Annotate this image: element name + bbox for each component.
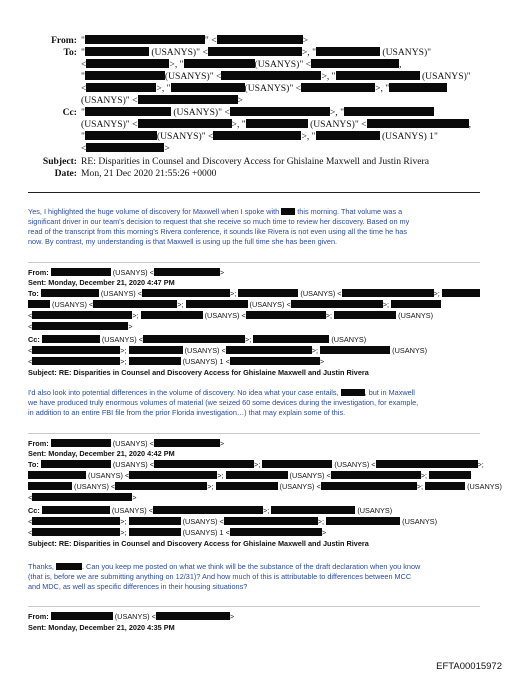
- redaction: [28, 471, 86, 479]
- msg2-body-line-2: we have produced truly enormous volumes of material (we seized 60 some devices during the investigation, for example,: [28, 398, 419, 407]
- header-to-row-5: (USANYS)" < >: [81, 95, 243, 106]
- redaction: [129, 528, 181, 536]
- redaction: [86, 83, 156, 92]
- redaction: [153, 506, 263, 514]
- redaction: [344, 107, 434, 116]
- redaction: [221, 71, 321, 80]
- redaction: [32, 528, 120, 536]
- msg2-to-row-4: < >: [28, 322, 133, 331]
- redaction: [311, 59, 399, 68]
- header-date-row: [0, 168, 512, 180]
- reply1-line-3: read of the transcript from this morning's Rivera conference, it sounds like Rivera is not even using all the time he has: [28, 227, 407, 236]
- msg3-cc-row-3: < >; (USANYS) 1 < >: [28, 528, 327, 537]
- msg2-cc-row-1: Cc: (USANYS) < >; (USANYS): [28, 335, 367, 344]
- redaction: [367, 119, 469, 128]
- redaction: [425, 482, 465, 490]
- message-divider: [28, 433, 480, 434]
- redaction: [85, 107, 171, 116]
- redaction: [226, 471, 288, 479]
- redaction: [341, 389, 365, 396]
- date-text: Mon, 21 Dec 2020 21:55:26 +0000: [81, 168, 217, 179]
- msg4-from-row: From: (USANYS) < >: [28, 612, 235, 621]
- header-subject-row: [0, 156, 512, 168]
- message-divider: [28, 262, 480, 263]
- header-from-row: From: " " < >: [0, 35, 512, 47]
- redaction: [230, 357, 320, 365]
- msg3-body-line-1: Thanks, . Can you keep me posted on what we think will be the substance of the draft declaration when you know: [28, 562, 421, 571]
- redaction: [217, 35, 303, 44]
- redaction: [129, 346, 183, 354]
- redaction: [316, 47, 380, 56]
- redaction: [262, 460, 332, 468]
- redaction: [226, 346, 312, 354]
- header-cc-row-4: < >: [81, 143, 170, 154]
- redaction: [334, 311, 396, 319]
- msg2-cc-row-2: < >; (USANYS) < >; (USANYS): [28, 346, 428, 355]
- message-divider: [28, 606, 480, 607]
- redaction: [32, 357, 120, 365]
- redaction: [320, 346, 390, 354]
- redaction: [171, 83, 245, 92]
- reply1-line-2: significant driver in our team's decision to request that she receive so much time to review her discovery. Based on my: [28, 217, 410, 226]
- redaction: [208, 47, 302, 56]
- msg3-from-row: From: (USANYS) < >: [28, 439, 225, 448]
- redaction: [154, 268, 220, 276]
- redaction: [93, 300, 177, 308]
- msg3-body-line-3: and MDC, as well as specific differences in their housing situations?: [28, 582, 248, 591]
- msg2-from-row: From: (USANYS) < >: [28, 268, 225, 277]
- redaction: [85, 35, 205, 44]
- header-to-row-4: < >, " (USANYS)" < >, ": [0, 83, 512, 95]
- redaction: [41, 289, 99, 297]
- redaction: [429, 471, 471, 479]
- msg3-body-line-2: (that is, before we are submitting anything on 12/31)? And how much of this is attributable to differences between MCC: [28, 572, 412, 581]
- msg2-cc-row-3: < >; (USANYS) 1 < >: [28, 357, 325, 366]
- msg2-subject-row: Subject: RE: Disparities in Counsel and Discovery Access for Ghislaine Maxwell and Justin Rivera: [28, 368, 369, 377]
- header-to-row-3: " (USANYS)" < >, " (USANYS)": [81, 71, 471, 82]
- redaction: [246, 311, 326, 319]
- redaction: [301, 83, 375, 92]
- msg3-to-row-2: (USANYS) < >; (USANYS) < >;: [28, 471, 471, 481]
- redaction: [129, 517, 181, 525]
- header-cc-row-1: Cc: " (USANYS)" < >, ": [0, 107, 512, 119]
- msg2-sent-row: Sent: Monday, December 21, 2020 4:47 PM: [28, 278, 175, 287]
- redaction: [336, 71, 420, 80]
- msg2-body-line-1: I'd also look into potential differences in the volume of discovery. No idea what your case entails, , but in Maxwell: [28, 388, 415, 397]
- redaction: [271, 506, 355, 514]
- redaction: [321, 482, 417, 490]
- redaction: [32, 322, 128, 330]
- redaction: [213, 131, 301, 140]
- msg2-to-row-1: To: (USANYS) < >; (USANYS) < >;: [28, 289, 480, 299]
- redaction: [28, 300, 50, 308]
- redaction: [138, 119, 232, 128]
- redaction: [28, 482, 72, 490]
- reply1-line-4: now. By contrast, my understanding is that Maxwell is using up the full time she has been given.: [28, 237, 338, 246]
- redaction: [216, 482, 278, 490]
- redaction: [291, 300, 383, 308]
- redaction: [85, 47, 149, 56]
- redaction: [115, 482, 207, 490]
- redaction: [42, 335, 100, 343]
- header-to-row-1: To: " (USANYS)" < >, " (USANYS)": [0, 47, 512, 59]
- redaction: [391, 300, 441, 308]
- redaction: [238, 289, 298, 297]
- msg3-sent-row: Sent: Monday, December 21, 2020 4:42 PM: [28, 449, 175, 458]
- msg3-cc-row-1: Cc: (USANYS) < >; (USANYS): [28, 506, 393, 515]
- redaction: [154, 439, 220, 447]
- redaction: [42, 506, 110, 514]
- msg3-to-row-4: < >: [28, 493, 137, 502]
- redaction: [85, 71, 165, 80]
- redaction: [86, 59, 169, 68]
- redaction: [331, 471, 421, 479]
- msg3-to-row-3: (USANYS) < >; (USANYS) < >; (USANYS): [28, 482, 502, 492]
- redaction: [143, 335, 245, 343]
- msg4-sent-row: Sent: Monday, December 21, 2020 4:35 PM: [28, 623, 175, 632]
- redaction: [32, 346, 120, 354]
- redaction: [253, 335, 329, 343]
- redaction: [142, 289, 230, 297]
- redaction: [32, 311, 132, 319]
- redaction: [230, 107, 330, 116]
- msg2-body-line-3: in addition to an entire FBI file from the prior Florida investigation…) that may explain some of this.: [28, 408, 346, 417]
- cc-label: Cc:: [62, 107, 77, 118]
- redaction: [86, 143, 164, 152]
- msg3-to-row-1: To: (USANYS) < >; (USANYS) < >;: [28, 460, 484, 469]
- redaction: [184, 59, 255, 68]
- redaction: [186, 300, 248, 308]
- header-cc-row-2: (USANYS)" < >, " (USANYS)" < ,: [81, 119, 471, 130]
- header-to-row-2: < >, " (USANYS)" < ,: [81, 59, 402, 70]
- redaction: [129, 357, 181, 365]
- redaction: [32, 517, 120, 525]
- subject-label: Subject:: [42, 156, 77, 167]
- redaction: [246, 119, 308, 128]
- redaction: [389, 83, 447, 92]
- msg3-subject-row: Subject: RE: Disparities in Counsel and Discovery Access for Ghislaine Maxwell and Justin Rivera: [28, 539, 369, 548]
- redaction: [141, 311, 203, 319]
- redaction: [138, 95, 238, 104]
- from-label: From:: [51, 35, 77, 46]
- reply1-line-1: Yes, I highlighted the huge volume of discovery for Maxwell when I spoke with this morning. That volume was a: [28, 207, 403, 216]
- bates-number: EFTA00015972: [436, 661, 502, 672]
- msg2-to-row-3: < >; (USANYS) < >; (USANYS): [28, 311, 434, 320]
- redaction: [316, 131, 380, 140]
- redaction: [376, 460, 478, 468]
- header-divider: [28, 192, 480, 193]
- redaction: [224, 517, 318, 525]
- redaction: [51, 612, 113, 620]
- redaction: [85, 131, 157, 140]
- redaction: [326, 517, 400, 525]
- redaction: [41, 460, 111, 468]
- redaction: [442, 289, 480, 297]
- redaction: [156, 612, 230, 620]
- date-label: Date:: [54, 168, 77, 179]
- redaction: [129, 471, 217, 479]
- redaction: [154, 460, 254, 468]
- redaction: [32, 493, 132, 501]
- header-cc-row-3: " (USANYS)" < >, " (USANYS) 1": [81, 131, 438, 142]
- redaction: [342, 289, 434, 297]
- redaction: [281, 208, 295, 215]
- redaction: [51, 439, 111, 447]
- subject-text: RE: Disparities in Counsel and Discovery Access for Ghislaine Maxwell and Justin Rivera: [81, 156, 429, 167]
- redaction: [56, 563, 82, 570]
- to-label: To:: [63, 47, 77, 58]
- redaction: [230, 528, 322, 536]
- redaction: [51, 268, 111, 276]
- msg3-cc-row-2: < >; (USANYS) < >; (USANYS): [28, 517, 438, 526]
- msg2-to-row-2: (USANYS) < >; (USANYS) < >;: [28, 300, 441, 310]
